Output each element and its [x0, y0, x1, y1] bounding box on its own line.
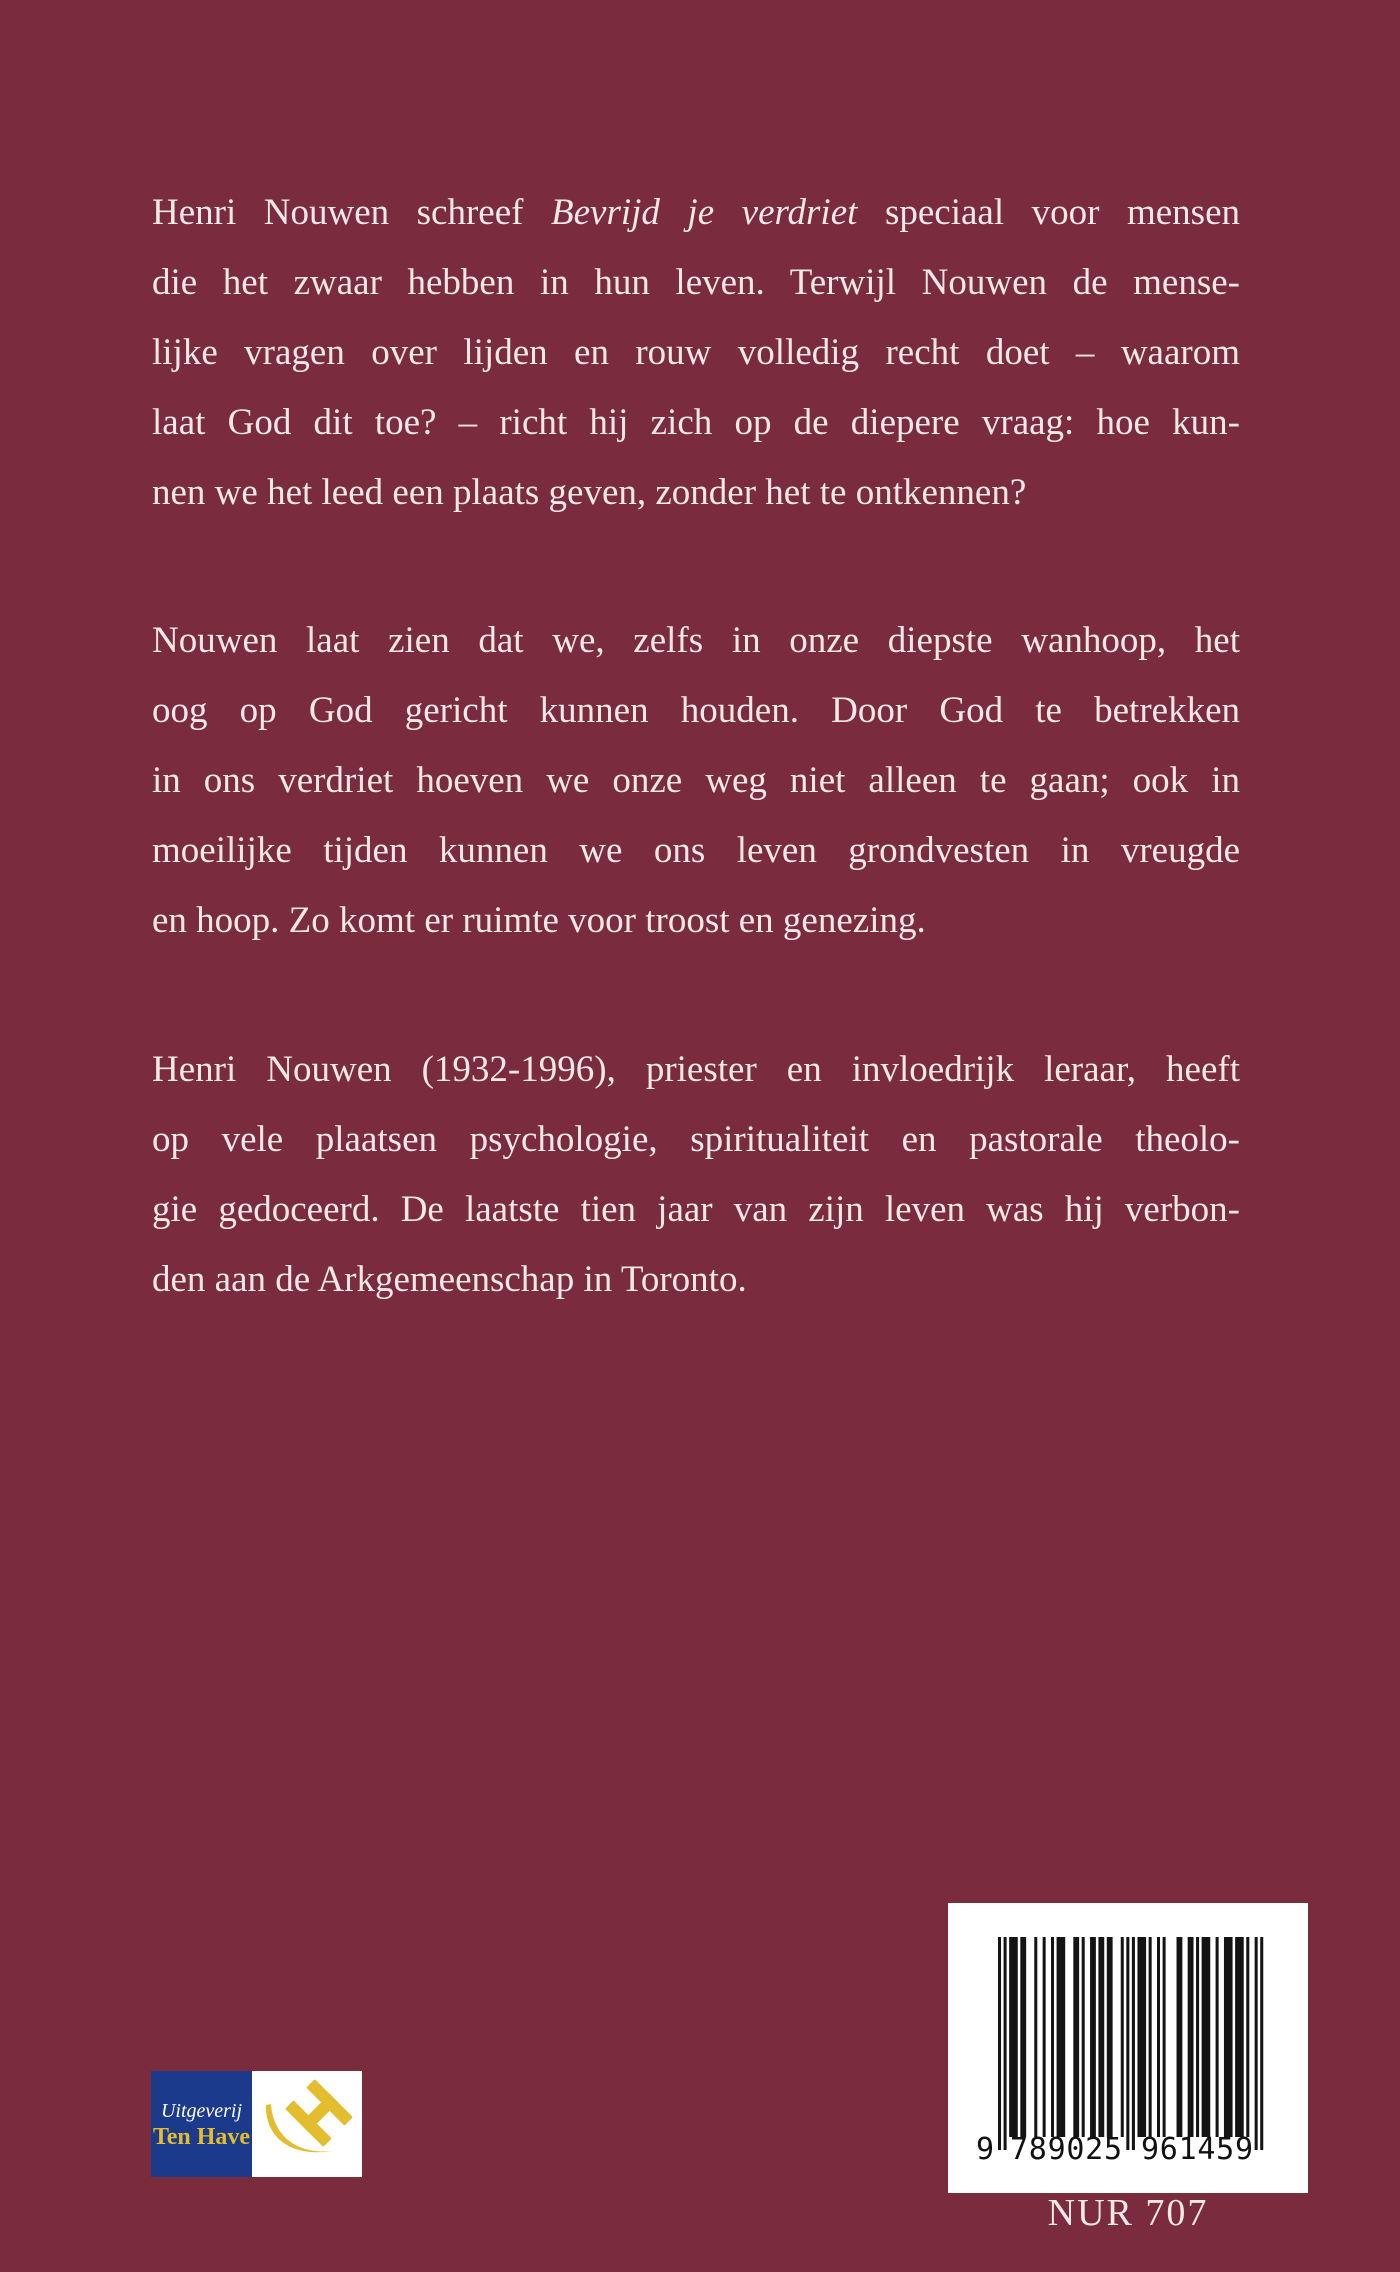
- barcode-first-digit: 9: [975, 2132, 994, 2167]
- publisher-logo-imprint: Uitgeverij: [160, 2100, 243, 2122]
- barcode-left-digits: 789025: [1010, 2132, 1122, 2167]
- book-title-italic: Bevrijd je verdriet: [551, 192, 858, 233]
- publisher-logo-mark-panel: [252, 2071, 362, 2177]
- publisher-logo-name: Ten Have: [152, 2124, 251, 2150]
- blurb-text-line: op vele plaatsen psychologie, spiritualiteit en pastorale theolo-: [152, 1119, 1240, 1160]
- blurb-text-line: en hoop. Zo komt er ruimte voor troost en genezing.: [152, 900, 926, 941]
- blurb-text-line: nen we het leed een plaats geven, zonder het te ontkennen?: [152, 472, 1027, 513]
- isbn-barcode: [948, 1903, 1308, 2193]
- nur-code: NUR 707: [1047, 2192, 1209, 2234]
- blurb-text-line: lijke vragen over lijden en rouw volledig recht doet – waarom: [152, 332, 1240, 373]
- blurb-text-line: oog op God gericht kunnen houden. Door God te betrekken: [152, 690, 1240, 731]
- blurb-text-line: in ons verdriet hoeven we onze weg niet alleen te gaan; ook in: [152, 760, 1240, 801]
- blurb-text-line: moeilijke tijden kunnen we ons leven grondvesten in vreugde: [152, 830, 1240, 871]
- blurb-text-line: die het zwaar hebben in hun leven. Terwijl Nouwen de mense-: [152, 262, 1240, 303]
- blurb-paragraph-1: [152, 178, 1240, 528]
- blurb-text: Henri Nouwen schreef: [152, 192, 551, 233]
- tilted-h-swoosh-icon: [252, 2071, 362, 2177]
- publisher-logo-blue-panel: [151, 2071, 252, 2177]
- blurb-text-line: Henri Nouwen (1932-1996), priester en invloedrijk leraar, heeft: [152, 1049, 1240, 1090]
- blurb-text-line: [152, 178, 1240, 248]
- blurb-text-line: gie gedoceerd. De laatste tien jaar van zijn leven was hij verbon-: [152, 1189, 1240, 1230]
- blurb-text-line: laat God dit toe? – richt hij zich op de diepere vraag: hoe kun-: [152, 402, 1240, 443]
- barcode-right-digits: 961459: [1141, 2132, 1253, 2167]
- blurb-text-line: den aan de Arkgemeenschap in Toronto.: [152, 1259, 747, 1300]
- barcode-bars: [948, 1903, 1308, 2193]
- blurb-paragraph-2: [152, 606, 1240, 956]
- blurb-text: speciaal voor mensen: [857, 192, 1240, 233]
- publisher-logo: [151, 2071, 362, 2177]
- blurb-paragraph-3: [152, 1035, 1240, 1315]
- blurb-text-line: Nouwen laat zien dat we, zelfs in onze diepste wanhoop, het: [152, 620, 1240, 661]
